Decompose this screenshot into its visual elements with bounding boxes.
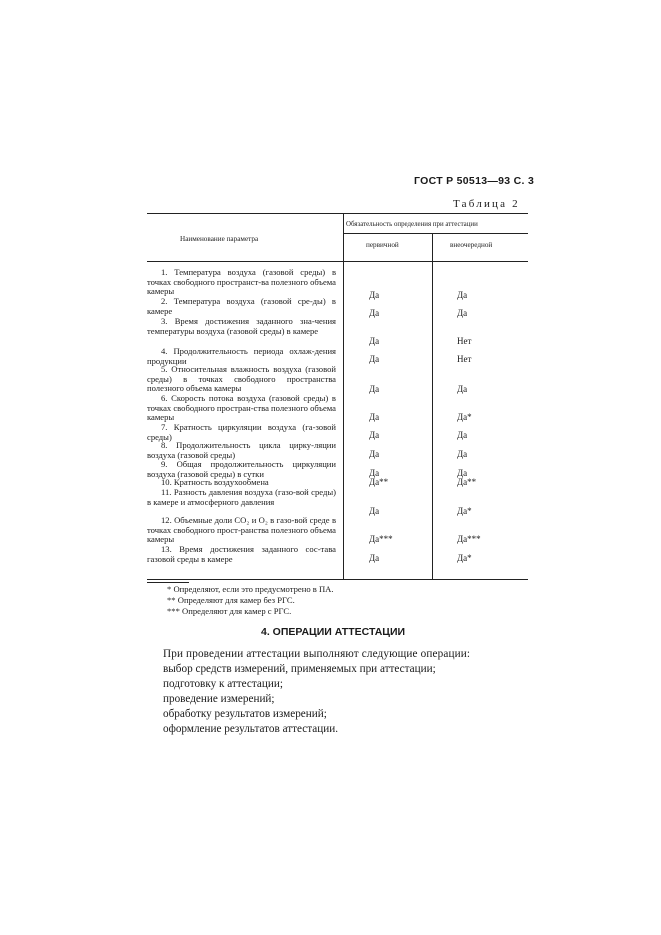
param-cell: 1. Температура воздуха (газовой среды) в точках свободного пространст-ва полезного объема камеры [147,267,336,297]
primary-cell: Да [369,336,380,346]
footnote: ** Определяют для камер без РГС. [167,595,295,605]
col-header-param: Наименование параметра [180,235,259,243]
footnote: * Определяют, если это предусмотрено в ПА. [167,584,334,594]
primary-cell: Да [369,290,380,300]
table-top-rule [147,213,528,214]
param-cell: 13. Время достижения заданного сос-тава газовой среды в камере [147,544,336,564]
body-line: проведение измерений; [163,693,275,705]
col-header-primary: первичной [366,241,399,249]
table-col-divider-2 [432,233,433,579]
body-line: обработку результатов измерений; [163,708,327,720]
primary-cell: Да [369,506,380,516]
primary-cell: Да** [369,477,389,487]
extra-cell: Нет [457,336,472,346]
footnote-rule [147,582,189,583]
param-cell: 4. Продолжительность периода охлаж-дения продукции [147,346,336,366]
extra-cell: Да [457,384,468,394]
extra-cell: Да [457,290,468,300]
param-cell: 12. Объемные доли CO₂ и O₂ в газо-вой среде в точках свободного прост-ранства полезного объема камеры [147,515,336,545]
param-cell: 6. Скорость потока воздуха (газовой среды) в точках свободного простран-ства полезного объема камеры [147,393,336,423]
primary-cell: Да [369,468,380,478]
param-cell: 8. Продолжительность цикла цирку-ляции воздуха (газовой среды) [147,440,336,460]
extra-cell: Да [457,308,468,318]
param-cell: 2. Температура воздуха (газовой сре-ды) в камере [147,296,336,316]
primary-cell: Да [369,384,380,394]
extra-cell: Да* [457,412,472,422]
extra-cell: Да [457,430,468,440]
param-cell: 7. Кратность циркуляции воздуха (га-зовой среды) [147,422,336,442]
primary-cell: Да [369,430,380,440]
table-group-rule [344,233,528,234]
table-col-divider-1 [343,213,344,579]
primary-cell: Да [369,553,380,563]
param-cell: 5. Относительная влажность воздуха (газовой среды) в точках свободного пространства полезного объема камеры [147,364,336,394]
table-caption: Таблица 2 [453,198,520,210]
extra-cell: Да* [457,506,472,516]
body-line: выбор средств измерений, применяемых при аттестации; [163,663,436,675]
extra-cell: Да [457,468,468,478]
table-bottom-rule [147,579,528,580]
param-cell: 10. Кратность воздухообмена [161,477,269,487]
param-cell: 3. Время достижения заданного зна-чения температуры воздуха (газовой среды) в камере [147,316,336,336]
primary-cell: Да [369,308,380,318]
table-header-rule [147,261,528,262]
extra-cell: Да*** [457,534,481,544]
extra-cell: Да* [457,553,472,563]
primary-cell: Да [369,354,380,364]
body-line: оформление результатов аттестации. [163,723,338,735]
col-header-extra: внеочередной [450,241,493,249]
extra-cell: Да** [457,477,477,487]
section-title: 4. ОПЕРАЦИИ АТТЕСТАЦИИ [261,626,406,638]
primary-cell: Да*** [369,534,393,544]
primary-cell: Да [369,412,380,422]
extra-cell: Нет [457,354,472,364]
param-cell: 9. Общая продолжительность циркуляции воздуха (газовой среды) в сутки [147,459,336,479]
standard-header: ГОСТ Р 50513—93 С. 3 [414,175,535,187]
param-cell: 11. Разность давления воздуха (газо-вой среды) в камере и атмосферного давления [147,487,336,507]
col-header-group: Обязательность определения при аттестации [346,221,478,228]
extra-cell: Да [457,449,468,459]
footnote: *** Определяют для камер с РГС. [167,606,292,616]
primary-cell: Да [369,449,380,459]
body-line: подготовку к аттестации; [163,678,283,690]
body-line: При проведении аттестации выполняют следующие операции: [163,648,471,660]
